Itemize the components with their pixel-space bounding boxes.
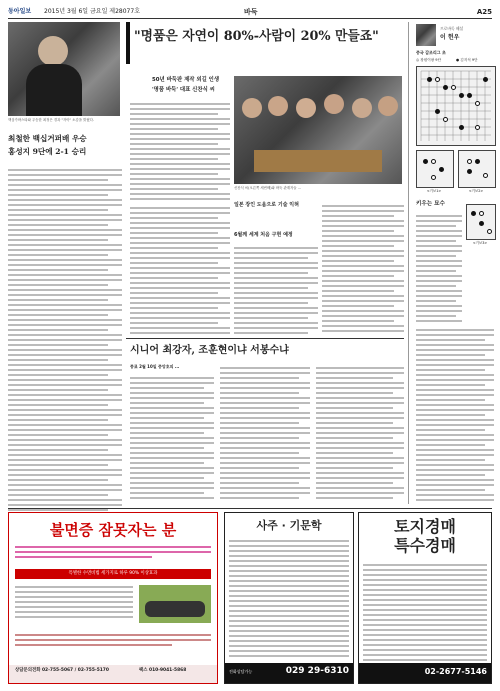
main-headline: "명품은 자연이 80%-사람이 20% 만들죠" bbox=[134, 29, 379, 44]
main-body-col-1 bbox=[130, 100, 230, 200]
article-divider bbox=[126, 338, 404, 339]
go-board-diagram-3 bbox=[466, 204, 496, 240]
diagram-label-1: <기보1> bbox=[426, 189, 442, 193]
sleep-ad[interactable] bbox=[8, 512, 218, 684]
column-divider bbox=[408, 22, 409, 504]
white-player: ● 김지석 9단 bbox=[456, 58, 478, 62]
go-board-diagram-1 bbox=[416, 150, 454, 188]
pillow-image bbox=[139, 585, 211, 623]
go-board-diagram-2 bbox=[458, 150, 496, 188]
main-body-col-2 bbox=[130, 204, 230, 334]
main-subhead-2: '명품 바둑' 대표 신찬식 씨 bbox=[152, 87, 215, 93]
auction-ad-footer bbox=[359, 663, 491, 683]
black-player: ◎ 창원이팡 9단 bbox=[416, 58, 442, 62]
commentary-headline: 키우는 묘수 bbox=[416, 201, 445, 207]
fortune-ad-footer bbox=[225, 663, 353, 683]
fortune-ad-title: 사주 · 기문학 bbox=[256, 519, 322, 532]
auction-ad[interactable] bbox=[358, 512, 492, 684]
diagram-label-3: <기보3> bbox=[472, 241, 488, 245]
main-subhead-1: 50년 바둑판 제작 외길 인생 bbox=[152, 77, 220, 83]
inner-head-2: 6월께 세계 처음 구현 예정 bbox=[234, 232, 293, 238]
page-number: A25 bbox=[476, 8, 492, 16]
fortune-ad-phone: 029 29-6310 bbox=[285, 666, 349, 676]
sleep-ad-body-3 bbox=[15, 631, 211, 659]
winner-photo bbox=[8, 22, 120, 116]
newspaper-name: 동아일보 bbox=[8, 8, 32, 15]
headline-rule bbox=[126, 22, 130, 64]
columnist-photo bbox=[416, 24, 436, 46]
main-body-col-4 bbox=[322, 202, 404, 334]
auction-ad-phone: 02-2677-5146 bbox=[424, 667, 487, 676]
columnist-name: 이 헌우 bbox=[440, 34, 460, 41]
go-board-main bbox=[416, 66, 496, 146]
sleep-ad-band: 특별한 수면비법 세가지로 하루 90% 이상효과 bbox=[15, 569, 211, 579]
ad-divider bbox=[8, 508, 492, 509]
sleep-ad-headline: 불면증 잠못자는 분 bbox=[49, 521, 177, 539]
bottom-headline: 시니어 최강자, 조훈현이냐 서봉수냐 bbox=[130, 345, 289, 356]
auction-ad-title: 토지경매 특수경매 bbox=[394, 517, 456, 555]
left-headline: 최철한 백십거퍼배 우승 홍성지 9단에 2-1 승리 bbox=[8, 134, 87, 156]
bottom-body-col-1 bbox=[130, 374, 214, 504]
commentary-text-1 bbox=[416, 212, 462, 322]
main-body-col-3 bbox=[234, 244, 318, 334]
page-header bbox=[8, 6, 492, 19]
bottom-body-col-3 bbox=[316, 364, 404, 504]
sleep-ad-body-2 bbox=[15, 583, 133, 627]
issue-date: 2015년 3월 6일 금요일 제28077호 bbox=[44, 8, 140, 15]
group-photo-caption: 신찬식 씨(오른쪽 세번째)와 바둑 관계자들 ... bbox=[234, 186, 301, 190]
inner-head-1: 일본 장인 도움으로 기술 익혀 bbox=[234, 202, 299, 208]
commentary-text-2 bbox=[416, 326, 494, 504]
bottom-subhead: 종료 2월 10일 중앙호의 ... bbox=[130, 364, 180, 369]
fortune-ad-list bbox=[229, 537, 349, 657]
game-title: 중국 갑조리그 초 bbox=[416, 50, 446, 55]
sleep-ad-contact bbox=[9, 665, 217, 683]
photo-caption: 핵심카바스타와 우승한 최정은 경과 "자아" 소감을 밝혔다. bbox=[8, 118, 94, 122]
sleep-ad-phone-2: 팩스 010-9041-5868 bbox=[139, 668, 187, 673]
fortune-ad-sub: 전화상담가능 bbox=[229, 669, 253, 674]
sleep-ad-phone-1: 상담문의전화 02-755-5067 / 02-755-5170 bbox=[15, 668, 109, 673]
sleep-ad-body-1 bbox=[15, 543, 211, 565]
bottom-body-col-2 bbox=[220, 364, 310, 504]
fortune-ad[interactable] bbox=[224, 512, 354, 684]
auction-ad-list bbox=[363, 561, 487, 661]
columnist-role: 프로바둑 해설 bbox=[440, 26, 464, 31]
diagram-label-2: <기보2> bbox=[468, 189, 484, 193]
section-title: 바둑 bbox=[244, 8, 258, 16]
group-photo bbox=[234, 76, 402, 184]
